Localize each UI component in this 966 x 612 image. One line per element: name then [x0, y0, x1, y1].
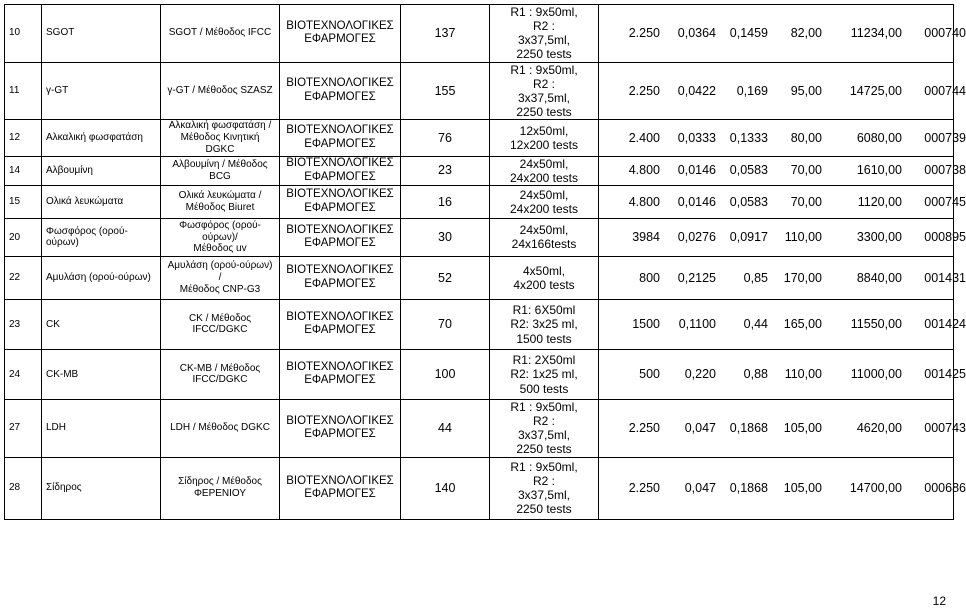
- cost-value: 82,00: [790, 25, 822, 40]
- category-cell: [280, 62, 401, 120]
- test-name-cell: LDH: [42, 399, 161, 457]
- category-cell-line: ΒΙΟΤΕΧΝΟΛΟΓΙΚΕΣ: [286, 264, 394, 277]
- method-cell: [161, 120, 280, 156]
- cost-value: 000744: [924, 83, 966, 98]
- test-name-cell: CK-MB: [42, 349, 161, 399]
- quantity-cell: 44: [401, 399, 490, 457]
- method-cell-line: Μέθοδος CNP-G3: [179, 283, 261, 295]
- method-cell: [161, 399, 280, 457]
- cost-value: 0,0333: [677, 130, 716, 145]
- method-cell-line: IFCC/DGKC: [192, 374, 248, 386]
- category-cell: [280, 399, 401, 457]
- cost-value: 0,0146: [677, 163, 716, 178]
- category-cell-line: ΒΙΟΤΕΧΝΟΛΟΓΙΚΕΣ: [286, 310, 394, 323]
- cost-cell: [599, 62, 966, 120]
- cost-value: 70,00: [790, 163, 822, 178]
- cost-value: 0,0364: [677, 25, 716, 40]
- cost-cell: [599, 299, 966, 349]
- cost-value: 000686: [924, 480, 966, 495]
- cost-value: 165,00: [783, 317, 822, 332]
- kit-cell-line: R2 :: [532, 473, 555, 488]
- cost-value: 11234,00: [850, 25, 902, 40]
- cost-value: 000895: [924, 230, 966, 245]
- kit-cell-line: 3x37,5ml,: [517, 428, 571, 443]
- category-cell: [280, 457, 401, 519]
- test-name-cell: Φωσφόρος (ορού-ούρων): [42, 218, 161, 256]
- cost-cell: [599, 5, 966, 63]
- table-row: [5, 256, 954, 299]
- cost-value: 0,85: [743, 270, 768, 285]
- category-cell: [280, 120, 401, 156]
- row-number-cell: 15: [5, 185, 42, 218]
- price-table: [4, 4, 966, 520]
- kit-cell: [490, 349, 599, 399]
- table-row: [5, 299, 954, 349]
- cost-value: 110,00: [784, 367, 822, 382]
- category-cell-line: ΕΦΑΡΜΟΓΕΣ: [304, 170, 376, 183]
- test-name-cell: SGOT: [42, 5, 161, 63]
- kit-cell-line: R1 : 9x50ml,: [510, 399, 578, 414]
- table-row: [5, 349, 954, 399]
- method-cell-line: Αμυλάση (ορού-ούρων) /: [167, 260, 273, 284]
- table-row: [5, 218, 954, 256]
- kit-cell-line: 2250 tests: [516, 442, 572, 457]
- cost-value: 170,00: [783, 270, 822, 285]
- category-cell: [280, 256, 401, 299]
- method-cell: [161, 5, 280, 63]
- method-cell-line: γ-GT / Μέθοδος SZASZ: [167, 85, 273, 97]
- category-cell-line: ΕΦΑΡΜΟΓΕΣ: [304, 324, 376, 337]
- cost-value: 1120,00: [857, 194, 902, 209]
- kit-cell-line: 24x200 tests: [509, 201, 579, 216]
- method-cell-line: Ολικά λευκώματα /: [178, 190, 262, 202]
- category-cell-line: ΒΙΟΤΕΧΝΟΛΟΓΙΚΕΣ: [286, 223, 394, 236]
- cost-value: 11000,00: [850, 367, 902, 382]
- kit-cell: [490, 218, 599, 256]
- method-cell: [161, 156, 280, 185]
- kit-cell: [490, 120, 599, 156]
- category-cell-line: ΕΦΑΡΜΟΓΕΣ: [304, 33, 376, 46]
- kit-cell-line: R2 :: [532, 76, 555, 91]
- kit-cell-line: 2250 tests: [516, 105, 572, 120]
- method-cell-line: Μέθοδος Biuret: [185, 201, 255, 213]
- cost-cell: [599, 156, 966, 185]
- row-number-cell: 20: [5, 218, 42, 256]
- category-cell: [280, 349, 401, 399]
- cost-value: 000739: [924, 130, 966, 145]
- test-name-cell: Αλβουμίνη: [42, 156, 161, 185]
- row-number-cell: 24: [5, 349, 42, 399]
- cost-value: 4.800: [628, 163, 660, 178]
- table-row: [5, 457, 954, 519]
- category-cell-line: ΕΦΑΡΜΟΓΕΣ: [304, 201, 376, 214]
- row-number-cell: 23: [5, 299, 42, 349]
- cost-value: 4.800: [628, 194, 660, 209]
- kit-cell-line: 24x50ml,: [519, 187, 569, 202]
- cost-value: 0,0583: [729, 194, 768, 209]
- cost-value: 0,047: [684, 420, 716, 435]
- quantity-cell: 30: [401, 218, 490, 256]
- kit-cell-line: 24x200 tests: [509, 170, 579, 185]
- kit-cell-line: 24x166tests: [511, 237, 577, 252]
- cost-value: 0,1459: [729, 25, 768, 40]
- method-cell: [161, 349, 280, 399]
- method-cell-line: Μέθοδος uv: [193, 243, 247, 255]
- row-number-cell: 12: [5, 120, 42, 156]
- kit-cell-line: 2250 tests: [516, 502, 572, 517]
- kit-cell-line: R2: 3x25 ml,: [510, 317, 578, 332]
- kit-cell: [490, 399, 599, 457]
- category-cell-line: ΒΙΟΤΕΧΝΟΛΟΓΙΚΕΣ: [286, 157, 394, 170]
- kit-cell-line: R2 :: [532, 19, 555, 34]
- category-cell-line: ΒΙΟΤΕΧΝΟΛΟΓΙΚΕΣ: [286, 188, 394, 201]
- cost-value: 000740: [924, 25, 966, 40]
- method-cell-line: CK-MB / Μέθοδος: [179, 362, 261, 374]
- category-cell-line: ΕΦΑΡΜΟΓΕΣ: [304, 237, 376, 250]
- cost-value: 0,0422: [677, 83, 716, 98]
- category-cell-line: ΕΦΑΡΜΟΓΕΣ: [304, 137, 376, 150]
- row-number-cell: 10: [5, 5, 42, 63]
- cost-value: 70,00: [790, 194, 822, 209]
- cost-cell: [599, 349, 966, 399]
- cost-value: 001424: [924, 317, 966, 332]
- cost-value: 0,1868: [729, 480, 768, 495]
- kit-cell-line: 12x200 tests: [509, 137, 579, 152]
- cost-value: 0,0146: [677, 194, 716, 209]
- quantity-cell: 137: [401, 5, 490, 63]
- cost-value: 95,00: [790, 83, 822, 98]
- kit-cell-line: 3x37,5ml,: [517, 488, 571, 503]
- kit-cell-line: R1: 2X50ml: [512, 353, 576, 368]
- table-row: [5, 156, 954, 185]
- kit-cell: [490, 5, 599, 63]
- cost-value: 0,047: [684, 480, 716, 495]
- kit-cell-line: 1500 tests: [516, 331, 572, 346]
- cost-cell: [599, 218, 966, 256]
- kit-cell-line: 2250 tests: [516, 47, 572, 62]
- kit-cell: [490, 156, 599, 185]
- kit-cell-line: 3x37,5ml,: [517, 90, 571, 105]
- method-cell: [161, 62, 280, 120]
- kit-cell-line: R1 : 9x50ml,: [510, 62, 578, 77]
- method-cell-line: ΦΕΡΕΝΙΟΥ: [193, 488, 247, 500]
- category-cell-line: ΕΦΑΡΜΟΓΕΣ: [304, 90, 376, 103]
- cost-value: 110,00: [784, 230, 822, 245]
- kit-cell-line: 3x37,5ml,: [517, 33, 571, 48]
- cost-value: 0,2125: [677, 270, 716, 285]
- test-name-cell: Αλκαλική φωσφατάση: [42, 120, 161, 156]
- kit-cell: [490, 256, 599, 299]
- cost-value: 000743: [924, 420, 966, 435]
- cost-value: 000745: [924, 194, 966, 209]
- row-number-cell: 27: [5, 399, 42, 457]
- kit-cell: [490, 299, 599, 349]
- cost-value: 6080,00: [856, 130, 902, 145]
- method-cell-line: CK / Μέθοδος IFCC/DGKC: [188, 312, 252, 336]
- method-cell: [161, 218, 280, 256]
- row-number-cell: 22: [5, 256, 42, 299]
- method-cell: [161, 299, 280, 349]
- method-cell: [161, 256, 280, 299]
- cost-value: 0,220: [684, 367, 716, 382]
- kit-cell: [490, 62, 599, 120]
- quantity-cell: 23: [401, 156, 490, 185]
- table-row: [5, 120, 954, 156]
- quantity-cell: 155: [401, 62, 490, 120]
- page-number: 12: [932, 594, 946, 608]
- method-cell-line: Αλβουμίνη / Μέθοδος BCG: [172, 159, 268, 182]
- category-cell: [280, 5, 401, 63]
- kit-cell-line: R1 : 9x50ml,: [510, 459, 578, 474]
- kit-cell-line: R1 : 9x50ml,: [510, 5, 578, 19]
- cost-value: 2.400: [628, 130, 660, 145]
- cost-value: 0,0276: [677, 230, 716, 245]
- category-cell-line: ΒΙΟΤΕΧΝΟΛΟΓΙΚΕΣ: [286, 124, 394, 137]
- cost-cell: [599, 256, 966, 299]
- cost-value: 2.250: [628, 480, 660, 495]
- category-cell: [280, 156, 401, 185]
- quantity-cell: 76: [401, 120, 490, 156]
- table-row: [5, 185, 954, 218]
- cost-value: 0,88: [743, 367, 768, 382]
- table-body: [5, 5, 966, 520]
- quantity-cell: 140: [401, 457, 490, 519]
- cost-value: 0,1333: [729, 130, 768, 145]
- cost-value: 1610,00: [856, 163, 902, 178]
- category-cell-line: ΒΙΟΤΕΧΝΟΛΟΓΙΚΕΣ: [286, 414, 394, 427]
- category-cell-line: ΕΦΑΡΜΟΓΕΣ: [304, 428, 376, 441]
- cost-value: 14700,00: [849, 480, 902, 495]
- test-name-cell: Αμυλάση (ορού-ούρων): [42, 256, 161, 299]
- cost-value: 0,1100: [678, 317, 716, 332]
- category-cell-line: ΒΙΟΤΕΧΝΟΛΟΓΙΚΕΣ: [286, 474, 394, 487]
- cost-value: 3300,00: [856, 230, 902, 245]
- kit-cell-line: R1: 6X50ml: [512, 303, 576, 318]
- cost-value: 2.250: [628, 420, 660, 435]
- cost-cell: [599, 185, 966, 218]
- cost-value: 0,0917: [729, 230, 768, 245]
- category-cell: [280, 185, 401, 218]
- category-cell-line: ΕΦΑΡΜΟΓΕΣ: [304, 374, 376, 387]
- category-cell-line: ΕΦΑΡΜΟΓΕΣ: [304, 277, 376, 290]
- kit-cell-line: 24x50ml,: [519, 223, 569, 238]
- test-name-cell: CK: [42, 299, 161, 349]
- category-cell-line: ΒΙΟΤΕΧΝΟΛΟΓΙΚΕΣ: [286, 77, 394, 90]
- cost-value: 8840,00: [856, 270, 902, 285]
- kit-cell-line: 24x50ml,: [519, 156, 569, 171]
- test-name-cell: γ-GT: [42, 62, 161, 120]
- category-cell-line: ΒΙΟΤΕΧΝΟΛΟΓΙΚΕΣ: [286, 19, 394, 32]
- category-cell-line: ΒΙΟΤΕΧΝΟΛΟΓΙΚΕΣ: [286, 360, 394, 373]
- method-cell: [161, 457, 280, 519]
- cost-cell: [599, 457, 966, 519]
- kit-cell-line: 4x50ml,: [522, 263, 566, 278]
- cost-value: 001431: [924, 270, 966, 285]
- method-cell-line: LDH / Μέθοδος DGKC: [170, 422, 270, 434]
- cost-value: 0,1868: [729, 420, 768, 435]
- cost-value: 0,44: [743, 317, 768, 332]
- kit-cell-line: 12x50ml,: [519, 123, 569, 138]
- cost-value: 0,169: [736, 83, 768, 98]
- category-cell-line: ΕΦΑΡΜΟΓΕΣ: [304, 488, 376, 501]
- cost-value: 80,00: [790, 130, 822, 145]
- quantity-cell: 52: [401, 256, 490, 299]
- cost-value: 105,00: [783, 480, 822, 495]
- kit-cell: [490, 185, 599, 218]
- cost-value: 11550,00: [850, 317, 902, 332]
- cost-value: 800: [639, 270, 660, 285]
- quantity-cell: 70: [401, 299, 490, 349]
- cost-value: 1500: [632, 317, 660, 332]
- cost-value: 4620,00: [856, 420, 902, 435]
- cost-value: 500: [639, 367, 660, 382]
- kit-cell-line: 4x200 tests: [513, 277, 575, 292]
- method-cell-line: Φωσφόρος (ορού-ούρων)/: [179, 219, 261, 243]
- row-number-cell: 14: [5, 156, 42, 185]
- category-cell: [280, 218, 401, 256]
- table-row: [5, 399, 954, 457]
- cost-cell: [599, 399, 966, 457]
- method-cell-line: Αλκαλική φωσφατάση /: [168, 120, 272, 132]
- row-number-cell: 28: [5, 457, 42, 519]
- kit-cell-line: 500 tests: [519, 381, 569, 396]
- method-cell: [161, 185, 280, 218]
- cost-value: 14725,00: [849, 83, 902, 98]
- cost-value: 3984: [632, 230, 660, 245]
- cost-value: 001425: [924, 367, 966, 382]
- method-cell-line: SGOT / Μέθοδος IFCC: [168, 27, 272, 39]
- method-cell-line: Σίδηρος / Μέθοδος: [178, 476, 262, 488]
- test-name-cell: Ολικά λευκώματα: [42, 185, 161, 218]
- cost-cell: [599, 120, 966, 156]
- cost-value: 105,00: [783, 420, 822, 435]
- quantity-cell: 16: [401, 185, 490, 218]
- cost-value: 2.250: [628, 83, 660, 98]
- test-name-cell: Σίδηρος: [42, 457, 161, 519]
- cost-value: 000738: [924, 163, 966, 178]
- category-cell: [280, 299, 401, 349]
- table-row: [5, 5, 954, 63]
- kit-cell: [490, 457, 599, 519]
- row-number-cell: 11: [5, 62, 42, 120]
- cost-value: 2.250: [628, 25, 660, 40]
- kit-cell-line: R2: 1x25 ml,: [510, 367, 578, 382]
- quantity-cell: 100: [401, 349, 490, 399]
- kit-cell-line: R2 :: [532, 414, 555, 429]
- cost-value: 0,0583: [729, 163, 768, 178]
- table-row: [5, 62, 954, 120]
- method-cell-line: Μέθοδος Κινητική DGKC: [180, 132, 260, 155]
